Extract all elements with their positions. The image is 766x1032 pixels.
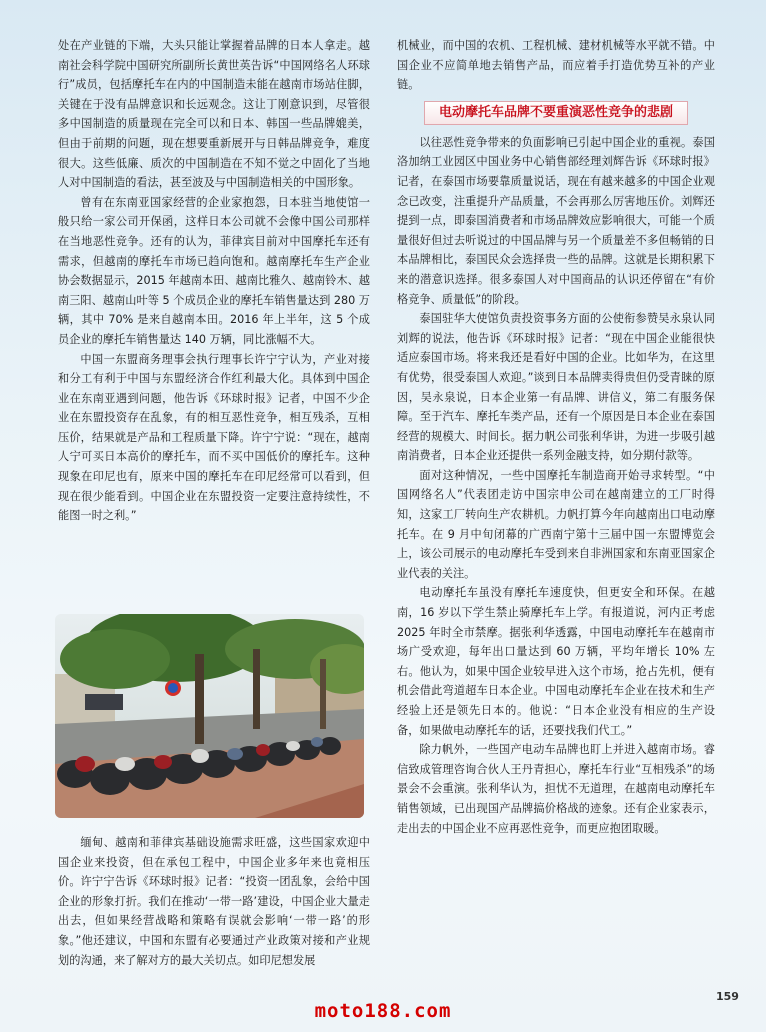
paragraph: 泰国驻华大使馆负责投资事务方面的公使衔参赞吴永泉认同刘辉的说法，他告诉《环球时报》记者：“现在中国企业能很快适应泰国市场。将来我还是看好中国的企业。比如华为，在这里有优势，很受泰国人欢迎。”谈到日本品牌卖得贵但仍受青睐的原因，吴永泉说，日本企业第一有品牌、讲信义，第二有服务保障。至于汽车、摩托车类产品，还有一个原因是日本企业在泰国经营的规模大、时间长。据力帆公司张利华讲，为进一步吸引越南消费者，日本企业还提供一系列金融支持，如分期付款等。 [397,312,715,463]
footer-watermark-url: moto188.com [314,1000,452,1022]
section-heading-wrap [397,101,715,125]
right-column [397,36,715,838]
left-column [58,36,370,526]
paragraph: 机械业，而中国的农机、工程机械、建材机械等水平就不错。中国企业不应简单地去销售产品，而应着手打造优势互补的产业链。 [397,39,715,92]
street-motorcycles-photo [55,614,364,818]
paragraph: 曾有在东南亚国家经营的企业家抱怨，日本驻当地使馆一般只给一家公司开保函，这样日本公司就不会像中国公司那样在当地恶性竞争。还有的认为，菲律宾目前对中国摩托车还有需求，但越南的摩托车市场已趋向饱和。越南摩托车生产企业协会数据显示，2015 年越南本田、越南比雅久、越南铃木、越南三阳、越南山叶等 5 个成员企业的摩托车销售量达到 280 万辆，其中 70% 是来自越南本田。2016 年上半年，这 5 个成员企业的摩托车销售量达 140 万辆，同比涨幅不大。 [58,195,370,346]
paragraph: 中国一东盟商务理事会执行理事长许宁宁认为，产业对接和分工有利于中国与东盟经济合作红利最大化。具体到中国企业在东南亚遇到问题，他告诉《环球时报》记者，中国不少企业在东盟投资存在乱象，有的相互恶性竞争，相互残杀，互相压价，结果就是产品和工程质量下降。许宁宁说：“现在，越南人宁可买日本高价的摩托车，而不买中国低价的摩托车。这种现象在印尼也有，原来中国的摩托车在印尼经常可以看到，但现在很少能看到。中国企业在东盟投资一定要注意持续性，不能图一时之利。” [58,352,370,523]
paragraph: 以往恶性竞争带来的负面影响已引起中国企业的重视。泰国洛加纳工业园区中国业务中心销售部经理刘辉告诉《环球时报》记者，在泰国市场要靠质量说话，现在有越来越多的中国企业观念已改变，注重提升产品质量，不会再那么厉害地压价。刘辉还提到一点，即泰国消费者和市场品牌效应影响很大，可能一个质量很好但过去听说过的中国品牌与另一个质量差不多但畅销的日本品牌相比，泰国民众会选择贵一些的品牌。这就是长期积累下来的潜意识选择。很多泰国人对中国商品的认识还停留在“有价格竞争、质量低”的阶段。 [397,135,715,306]
paragraph: 缅甸、越南和菲律宾基础设施需求旺盛，这些国家欢迎中国企业来投资，但在承包工程中，中国企业多年来也竟相压价。许宁宁告诉《环球时报》记者：“投资一团乱象，会给中国企业的形象打折。我们在推动‘一带一路’建设，中国企业大量走出去，但如果经营战略和策略有误就会影响‘一带一路’的形象。”他还建议，中国和东盟有必要通过产业政策对接和产业规划的沟通，来了解对方的最大关切点。如印尼想发展 [58,836,370,967]
photo-illustration [55,614,364,818]
paragraph: 除力帆外，一些国产电动车品牌也盯上并进入越南市场。睿信致成管理咨询合伙人王丹青担心，摩托车行业“互相残杀”的场景会不会重演。张利华认为，担忧不无道理，在越南电动摩托车销售领域，已出现国产品牌搞价格战的迹象。还有企业家表示，走出去的中国企业不应再恶性竞争，而更应抱团取暖。 [397,743,715,835]
left-column-bottom [58,833,370,970]
paragraph: 处在产业链的下端，大头只能让掌握着品牌的日本人拿走。越南社会科学院中国研究所副所长黄世英告诉“中国网络名人环球行”成员，包括摩托车在内的中国制造未能在越南市场站住脚，关键在于没有品牌意识和长远观念。这让丁刚意识到，尽管很多中国制造的质量现在完全可以和日本、韩国一些品牌媲美，但由于前期的问题，现在想要重新展开与日韩品牌竞争，难度很大。这些低廉、质次的中国制造在不知不觉之中固化了当地人对中国制造的看法，甚至波及与中国制造相关的中国形象。 [58,39,370,190]
paragraph: 面对这种情况，一些中国摩托车制造商开始寻求转型。“中国网络名人”代表团走访中国宗申公司在越南建立的工厂时得知，这家工厂转向生产农耕机。力帆打算今年向越南出口电动摩托车。在 9 月中旬闭幕的广西南宁第十三届中国一东盟博览会上，该公司展示的电动摩托车受到来自非洲国家和东南亚国家企业代表的关注。 [397,468,715,580]
page-number: 159 [716,990,739,1003]
section-heading: 电动摩托车品牌不要重演恶性竞争的悲剧 [424,101,688,125]
paragraph: 电动摩托车虽没有摩托车速度快，但更安全和环保。在越南，16 岁以下学生禁止骑摩托车上学。有报道说，河内正考虑 2025 年时全市禁摩。据张利华透露，中国电动摩托车在越南市场广受欢迎，每年出口量达到 60 万辆，平均年增长 10% 左右。他认为，如果中国企业较早进入这个市场，抢占先机，便有机会借此弯道超车日本企业。中国电动摩托车企业在技术和生产经验上还是领先日本的。他说：“日本企业没有相应的生产设备，如果做电动摩托车的话，还要找我们代工。” [397,586,715,737]
